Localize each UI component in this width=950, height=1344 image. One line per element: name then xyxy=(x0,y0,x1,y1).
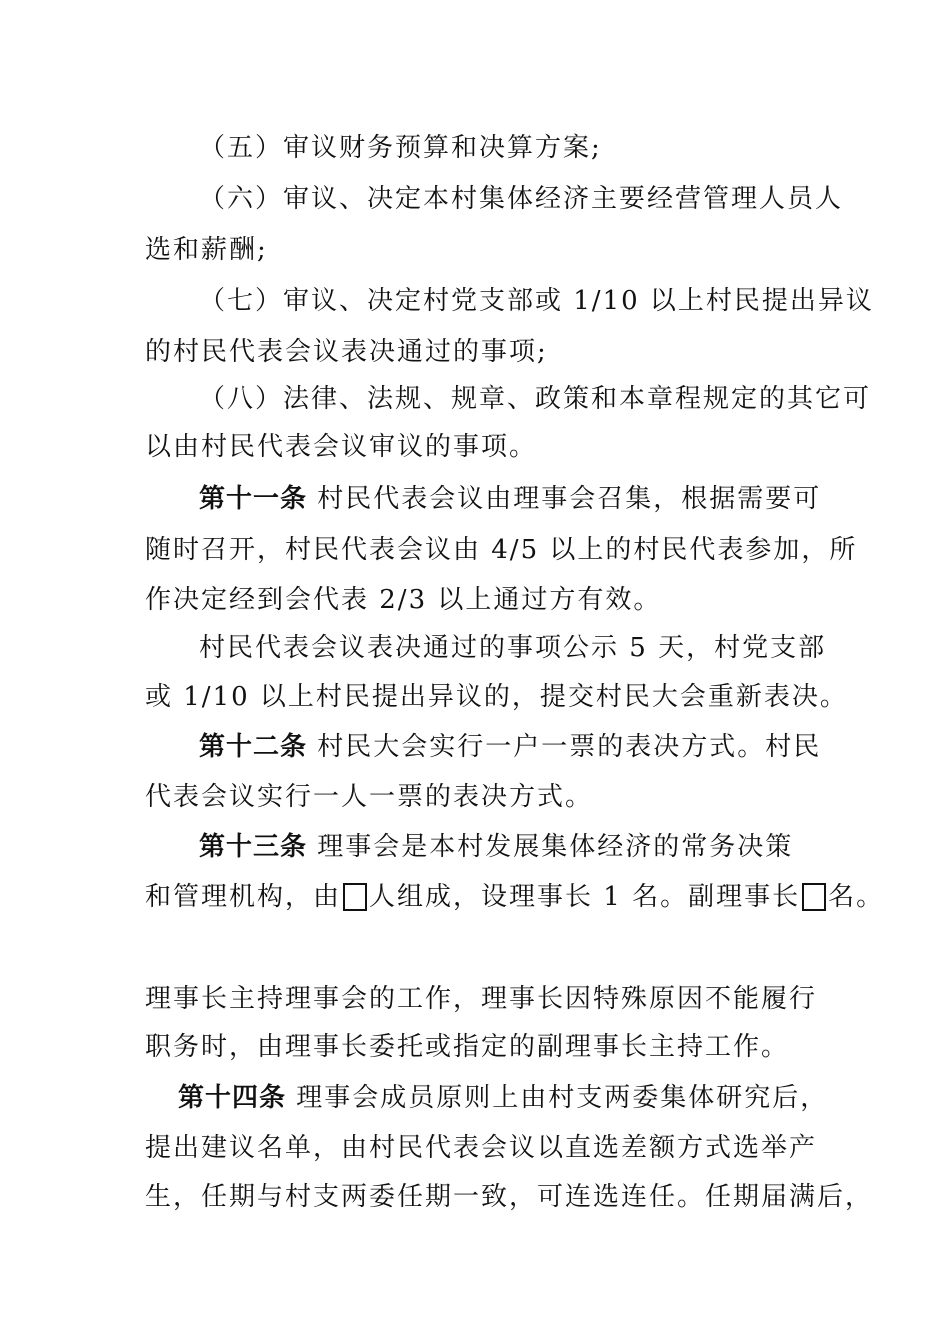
article-14-line-3: 生，任期与村支两委任期一致，可连选连任。任期届满后， xyxy=(145,1182,874,1212)
clause-8-line-1: （八）法律、法规、规章、政策和本章程规定的其它可 xyxy=(199,384,872,414)
article-13-title: 第十三条 xyxy=(199,832,308,862)
article-14-line-2: 提出建议名单，由村民代表会议以直选差额方式选举产 xyxy=(145,1133,818,1163)
clause-6-line-2: 选和薪酬; xyxy=(145,235,268,265)
clause-6-line-1: （六）审议、决定本村集体经济主要经营管理人员人 xyxy=(199,184,844,214)
article-11-line-2: 随时召开，村民代表会议由 4/5 以上的村民代表参加，所 xyxy=(145,535,858,565)
article-12-line-2: 代表会议实行一人一票的表决方式。 xyxy=(145,782,594,812)
article-13-line-1 xyxy=(199,830,793,864)
article-14-title: 第十四条 xyxy=(178,1083,287,1113)
article-11-line-1 xyxy=(199,482,821,516)
clause-8-line-2: 以由村民代表会议审议的事项。 xyxy=(145,432,538,462)
clause-7-line-1: （七）审议、决定村党支部或 1/10 以上村民提出异议 xyxy=(199,286,874,316)
article-13-para-2-line-2: 职务时，由理事长委托或指定的副理事长主持工作。 xyxy=(145,1032,790,1062)
article-11-para-2-line-2: 或 1/10 以上村民提出异议的，提交村民大会重新表决。 xyxy=(145,682,848,712)
blank-member-count-box xyxy=(343,883,367,911)
article-11-text-1: 村民代表会议由理事会召集，根据需要可 xyxy=(317,484,822,514)
blank-vice-count-box xyxy=(802,883,826,911)
article-11-title: 第十一条 xyxy=(199,484,308,514)
article-12-text-1: 村民大会实行一户一票的表决方式。村民 xyxy=(317,732,822,762)
clause-7-line-2: 的村民代表会议表决通过的事项; xyxy=(145,337,548,367)
clause-5-line-1: （五）审议财务预算和决算方案; xyxy=(199,133,602,163)
article-14-text-1: 理事会成员原则上由村支两委集体研究后， xyxy=(296,1083,829,1113)
article-13-line-2 xyxy=(145,880,884,914)
article-11-para-2-line-1: 村民代表会议表决通过的事项公示 5 天，村党支部 xyxy=(199,633,827,663)
article-13-text-2b: 人组成，设理事长 1 名。副理事长 xyxy=(369,882,801,912)
article-11-line-3: 作决定经到会代表 2/3 以上通过方有效。 xyxy=(145,585,662,615)
article-13-para-2-line-1: 理事长主持理事会的工作，理事长因特殊原因不能履行 xyxy=(145,984,818,1014)
article-14-line-1 xyxy=(178,1081,828,1115)
article-13-text-2c: 名。 xyxy=(828,882,885,912)
article-12-line-1 xyxy=(199,730,821,764)
article-13-text-2a: 和管理机构，由 xyxy=(145,882,342,912)
article-12-title: 第十二条 xyxy=(199,732,308,762)
article-13-text-1: 理事会是本村发展集体经济的常务决策 xyxy=(317,832,794,862)
